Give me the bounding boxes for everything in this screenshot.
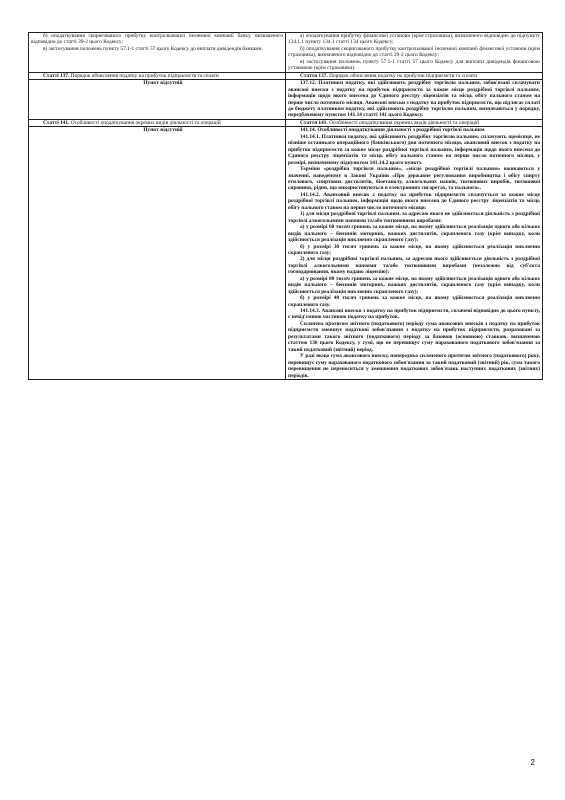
paragraph: а) у розмірі 80 тисяч гривень за кожне місце, на якому здійснюється реалізація одного або кількох видів пального – бензинів моторних, важких дистилятів, скрапленого газу (крім випадку, коли здійснюється реалізація виключно скрапленого газу); (288, 275, 540, 295)
table-cell-right (286, 127, 543, 380)
missing-clause-note: Пункт відсутній (143, 80, 183, 87)
article-heading (31, 120, 283, 126)
article-heading (288, 73, 540, 79)
table-row (29, 33, 543, 73)
paragraph: 1) для місця роздрібної торгівлі пальним, за адресою якого не здійснюється діяльність з роздрібної торгівлі алкогольними напоями та/або тютюновими виробами: (288, 211, 540, 224)
table-cell-left (29, 127, 286, 380)
paragraph: 141.14.3. Авансові внески з податку на прибуток підприємств, сплачені відповідно до цього пункту, є невід'ємною частиною податку на прибуток. (288, 308, 540, 321)
article-heading (288, 120, 540, 126)
paragraph: в) застосування положень пункту 57.1-1 статті 57 цього Кодексу для виплати дивідендів фінансовою установою (крім страховика). (288, 58, 540, 72)
article-number: Статті 137. (43, 72, 70, 79)
clause-heading: 141.14. Особливості оподаткування діяльності з роздрібної торгівлі пальним (300, 127, 485, 134)
table-cell-right (286, 33, 543, 73)
article-number: Стаття 141. (300, 119, 328, 126)
article-number: Стаття 137. (300, 72, 328, 79)
comparison-table (28, 32, 543, 380)
table-cell-left (29, 72, 286, 79)
table-cell-right (286, 119, 543, 126)
table-cell-left (29, 80, 286, 120)
article-title: Особливості оподаткування окремих видів діяльності та операцій (69, 119, 221, 126)
paragraph: 141.14.1. Платники податку, які здійснюють роздрібну торгівлю пальним, сплачують щомісяця, не пізніше останнього операційного (банківського) дня поточного місяця, авансовий внесок з податку на прибуток підприємств за кожне місце роздрібної торгівлі пальним, інформація щодо якого внесена до Єдиного реєстру ліцензіатів та місць обігу пального станом на перше число поточного місяця, у розмірі, визначеному підпунктом 141.14.2 цього пункту. (288, 133, 540, 166)
paragraph: 137.12. Платники податку, які здійснюють роздрібну торгівлю пальним, зобов'язані сплачувати авансові внески з податку на прибуток підприємств за кожне місце роздрібної торгівлі пальним, інформація щодо якого внесена до Єдиного реєстру ліцензіатів та місць обігу пального станом на перше число поточного місяця. Авансові внески з податку на прибуток підприємств, що підлягає сплаті до бюджету платником податку, які здійснюють роздрібну торгівлю пальним, визначаються у порядку, передбаченому пунктом 141.14 статті 141 цього Кодексу. (288, 80, 540, 119)
paragraph: 141.14.2. Авансовий внесок з податку на прибуток підприємств сплачується за кожне місце роздрібної торгівлі пальним, інформація щодо якого внесена до Єдиного реєстру ліцензіатів та місць обігу пального станом на перше число поточного місяця: (288, 191, 540, 211)
table-cell-right (286, 80, 543, 120)
paragraph: в) застосування положень пункту 57.1-1 статті 57 цього Кодексу до виплати дивідендів банками. (43, 45, 263, 52)
paragraph: У разі якщо сума авансового внеску, попередньо сплаченого протягом звітного (податкового) року, перевищує суму нарахованого податкового зобов'язання за такий податковий (звітний) рік, сума такого перевищення не переноситься у зменшення податкових зобов'язань наступних податкових (звітних) періодів. (288, 353, 540, 379)
table-cell-left (29, 33, 286, 73)
table-row (29, 72, 543, 79)
table-row (29, 119, 543, 126)
article-title: Порядок обчислення податку на прибуток підприємств та сплати (327, 72, 478, 79)
paragraph: 2) для місця роздрібної торгівлі пальним, за адресою якого здійснюється діяльність з роздрібної торгівлі алкогольними напоями та/або тютюновими виробами (незалежно від суб'єкта господарювання, якому надано ліцензію): (288, 256, 540, 276)
table-cell-left (29, 119, 286, 126)
paragraph: б) оподаткування скоригованого прибутку контрольованої іноземної компанії фінансової установи (крім страховика), визначеного відповідно до статті 39-2 цього Кодексу; (288, 45, 540, 59)
paragraph: б) у розмірі 40 тисяч гривень за кожне місце, на якому здійснюється реалізація виключно скрапленого газу. (288, 295, 540, 308)
paragraph: Сплачена протягом звітного (податкового) періоду сума авансових внесків з податку на прибуток підприємств зменшує податкові зобов'язання з податку на прибуток підприємств, розраховані за результатами такого звітного (податкового) періоду за базовою (основною) ставкою, визначеною статтею 136 цього Кодексу, у сумі, що не перевищує суму нарахованого податкового зобов'язання за такий податковий (звітний) період. (288, 320, 540, 353)
page-number: 2 (530, 758, 535, 767)
document-page (28, 32, 538, 380)
paragraph: б) оподаткування скоригованого прибутку контрольованої іноземної компанії банку, визначеного відповідно до статті 39-2 цього Кодексу; (31, 33, 283, 46)
table-row (29, 80, 543, 120)
paragraph: б) у розмірі 30 тисяч гривень за кожне місце, на якому здійснюється реалізація виключно скрапленого газу; (288, 243, 540, 256)
article-title: Особливості оподаткування окремих видів діяльності та операцій (327, 119, 480, 126)
article-heading (31, 73, 283, 79)
paragraph: а) оподаткування прибутку фінансової установи (крім страховика), визначеного відповідно до підпункту 134.1.1 пункту 134.1 статті 134 цього Кодексу; (288, 33, 540, 46)
paragraph: а) у розмірі 60 тисяч гривень за кожне місце, на якому здійснюється реалізація одного або кількох видів пального – бензинів моторних, важких дистилятів, скрапленого газу (крім випадку, коли здійснюється реалізація виключно скрапленого газу); (288, 224, 540, 244)
table-cell-right (286, 72, 543, 79)
table-row (29, 127, 543, 380)
article-title: Порядок обчислення податку на прибуток підприємств та сплати (69, 72, 219, 79)
missing-clause-note: Пункт відсутній (143, 127, 183, 134)
paragraph: Терміни «роздрібна торгівля пальним», «місце роздрібної торгівлі пальним» вживаються у значенні, наведеному в Законі України «Про державне регулювання виробництва і обігу спирту етилового, спиртових дистилятів, біоетанолу, алкогольних напоїв, тютюнових виробів, тютюнової сировини, рідин, що використовуються в електронних сигаретах, та пального». (288, 166, 540, 192)
article-number: Статті 141. (43, 119, 70, 126)
